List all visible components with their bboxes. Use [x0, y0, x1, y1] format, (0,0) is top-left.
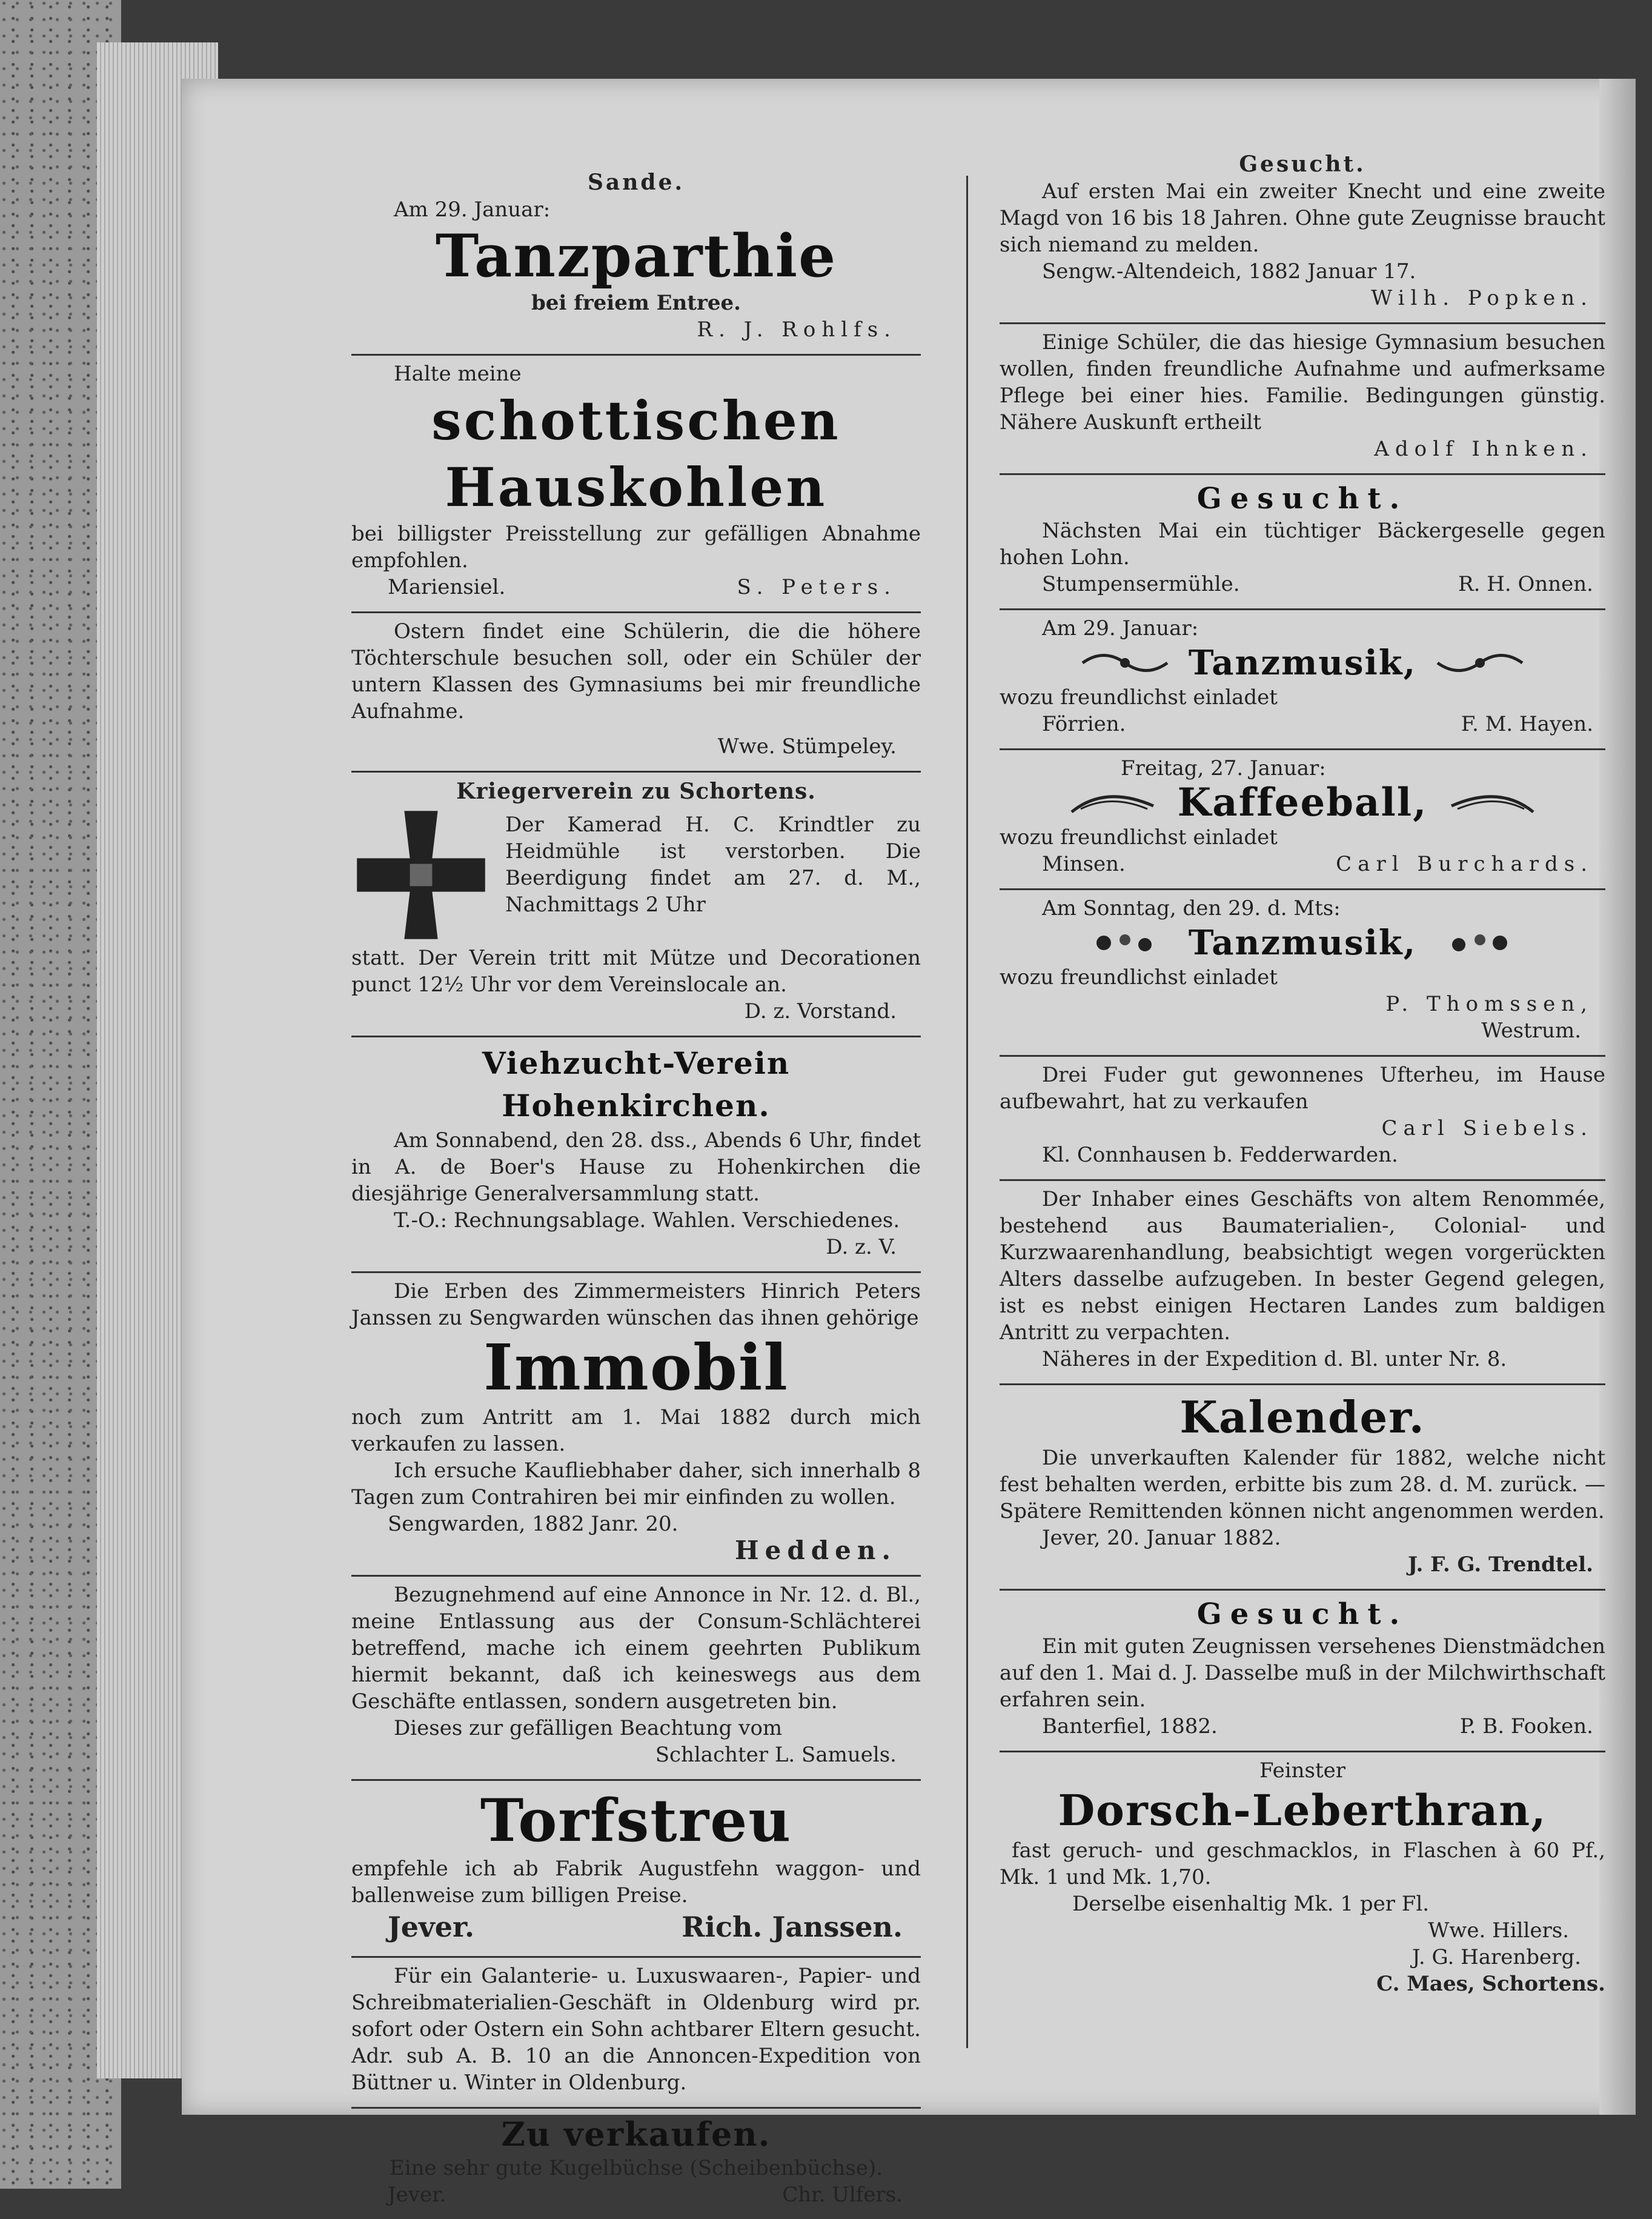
ad-note: Näheres in der Expedition d. Bl. unter Nr. 8. — [1042, 1347, 1507, 1371]
intro: Halte meine — [394, 362, 522, 386]
ad-title: Dorsch-Leberthran, — [1058, 1785, 1547, 1835]
signer: Hedden. — [734, 1535, 897, 1565]
ad-schuelerin — [351, 613, 921, 773]
ad-title: Tanzmusik, — [1188, 923, 1417, 963]
ad-samuels — [351, 1577, 921, 1781]
ad-title: Viehzucht-Verein Hohenkirchen. — [482, 1045, 791, 1123]
flower-ornament-icon — [1435, 928, 1525, 958]
seller-2: J. G. Harenberg. — [1411, 1945, 1581, 1969]
ad-text: Eine sehr gute Kugelbüchse (Scheibenbüchse). — [389, 2156, 883, 2180]
date: Am 29. Januar: — [394, 198, 551, 222]
ad-text-2: statt. Der Verein tritt mit Mütze und Decorationen punct 12½ Uhr vor dem Vereinslocale an. — [351, 946, 921, 997]
ad-zu-verkaufen — [351, 2109, 921, 2219]
ad-title: Gesucht. — [1196, 1597, 1408, 1631]
ad-kalender — [1000, 1385, 1605, 1591]
ad-title: schottischen Hauskohlen — [431, 389, 841, 519]
ad-text: empfehle ich ab Fabrik Augustfehn waggon- und ballenweise zum billigen Preise. — [351, 1857, 921, 1908]
ad-text: Nächsten Mai ein tüchtiger Bäckergeselle gegen hohen Lohn. — [1000, 519, 1605, 570]
ad-text: fast geruch- und geschmacklos, in Flaschen à 60 Pf., Mk. 1 und Mk. 1,70. — [1000, 1838, 1605, 1889]
ad-kaffeeball — [1000, 750, 1605, 890]
agenda: T.-O.: Rechnungsablage. Wahlen. Verschiedenes. — [394, 1208, 900, 1233]
ad-gesucht-baecker — [1000, 475, 1605, 610]
ad-title: Tanzmusik, — [1188, 643, 1417, 683]
subtitle: bei freiem Entree. — [531, 291, 741, 315]
date: Freitag, 27. Januar: — [1121, 756, 1326, 780]
ad-gesucht-dienstmaedchen — [1000, 1591, 1605, 1752]
ad-text: Die unverkauften Kalender für 1882, welche nicht fest behalten werden, erbitte bis zum 28. d. M. zurück. — Spätere Remittenden können nicht angenommen werden. — [1000, 1446, 1605, 1523]
ad-title: Gesucht. — [1196, 482, 1408, 516]
ad-text: Drei Fuder gut gewonnenes Ufterheu, im Hause aufbewahrt, hat zu verkaufen — [1000, 1063, 1605, 1114]
place: Jever. — [388, 1911, 475, 1943]
ad-text-3: Ich ersuche Kaufliebhaber daher, sich innerhalb 8 Tagen zum Contrahiren bei mir einfinden zu wollen. — [351, 1459, 921, 1509]
signer: D. z. Vorstand. — [744, 999, 897, 1023]
ad-text-1: Bezugnehmend auf eine Annonce in Nr. 12. d. Bl., meine Entlassung aus der Consum-Schlächterei betreffend, mache ich einem geehrten Publikum hiermit bekannt, daß ich keineswegs aus dem Geschäfte entlassen, sondern ausgetreten bin. — [351, 1583, 921, 1714]
signer: R. J. Rohlfs. — [697, 318, 897, 342]
signer: Rich. Janssen. — [682, 1911, 903, 1943]
signer: Wilh. Popken. — [1371, 286, 1593, 310]
signer: R. H. Onnen. — [1458, 572, 1593, 596]
column-divider — [966, 176, 968, 2048]
ad-text: Einige Schüler, die das hiesige Gymnasium besuchen wollen, finden freundliche Aufnahme und aufmerksame Pflege bei einer hies. Familie. Bedingungen günstig. Nähere Auskunft ertheilt — [1000, 330, 1605, 434]
ad-title: Immobil — [483, 1330, 789, 1405]
iron-cross-icon — [351, 805, 491, 945]
ad-tanzmusik-westrum — [1000, 890, 1605, 1057]
ad-text: Ein mit guten Zeugnissen versehenes Dienstmädchen auf den 1. Mai d. J. Dasselbe muß in der Milchwirthschaft erfahren sein. — [1000, 1634, 1605, 1712]
signer: F. M. Hayen. — [1461, 712, 1593, 736]
ad-title: Kaffeeball, — [1177, 780, 1428, 825]
signer: Carl Burchards. — [1336, 852, 1593, 876]
ad-text: Auf ersten Mai ein zweiter Knecht und eine zweite Magd von 16 bis 18 Jahren. Ohne gute Zeugnisse braucht sich niemand zu melden. — [1000, 179, 1605, 257]
ad-galanterie — [351, 1958, 921, 2109]
ad-text: Der Inhaber eines Geschäfts von altem Renommée, bestehend aus Baumaterialien-, Colonial- und Kurzwaarenhandlung, beabsichtigt wegen vorgerückten Alters dasselbe aufzugeben. In bester Gegend gelegen, ist es nebst einigen Hectaren Landes zum baldigen Antritt zu verpachten. — [1000, 1187, 1605, 1345]
ad-text-1: Die Erben des Zimmermeisters Hinrich Peters Janssen zu Sengwarden wünschen das ihnen gehörige — [351, 1279, 921, 1330]
ad-text: Für ein Galanterie- u. Luxuswaaren-, Papier- und Schreibmaterialien-Geschäft in Oldenburg wird pr. sofort oder Ostern ein Sohn achtbarer Eltern gesucht. Adr. sub A. B. 10 an die Annoncen-Expedition von Büttner u. Winter in Oldenburg. — [351, 1964, 921, 2095]
place: Jever. — [388, 2183, 446, 2207]
ornament-right-icon — [1445, 788, 1536, 818]
signer: Adolf Ihnken. — [1374, 437, 1593, 461]
ad-text-2: Derselbe eisenhaltig Mk. 1 per Fl. — [1072, 1892, 1430, 1916]
ad-title: Torfstreu — [480, 1786, 792, 1855]
ad-title: Tanzparthie — [435, 222, 837, 290]
ad-viehzucht — [351, 1037, 921, 1273]
right-column — [1000, 145, 1605, 2008]
ad-kriegerverein — [351, 773, 921, 1037]
place: Förrien. — [1042, 712, 1126, 736]
place: Banterfiel, 1882. — [1042, 1714, 1218, 1738]
signer: J. F. G. Trendtel. — [1408, 1552, 1593, 1577]
place: Westrum. — [1481, 1019, 1581, 1043]
left-column — [351, 164, 921, 2219]
date: Sengwarden, 1882 Janr. 20. — [388, 1512, 678, 1536]
ad-tanzmusik-foerrien — [1000, 610, 1605, 750]
ad-text: wozu freundlichst einladet — [1000, 965, 1278, 990]
seller-3: C. Maes, Schortens. — [1376, 1972, 1605, 1996]
ad-title: Kalender. — [1179, 1391, 1425, 1443]
ad-title: Gesucht. — [1239, 151, 1366, 177]
ad-title: Kriegerverein zu Schortens. — [456, 779, 816, 804]
ad-text-2: Dieses zur gefälligen Beachtung vom — [394, 1716, 783, 1740]
date: Sengw.-Altendeich, 1882 Januar 17. — [1042, 259, 1416, 284]
ornament-left-icon — [1069, 788, 1159, 818]
ad-sande-tanzparthie — [351, 164, 921, 356]
ornament-left-icon — [1080, 648, 1170, 678]
signer: S. Peters. — [737, 575, 897, 599]
ad-schueler-gymnasium — [1000, 324, 1605, 475]
ad-text: wozu freundlichst einladet — [1000, 685, 1278, 710]
ad-text: Am Sonnabend, den 28. dss., Abends 6 Uhr, findet in A. de Boer's Hause zu Hohenkirchen die diesjährige Generalversammlung statt. — [351, 1128, 921, 1206]
ad-title: Zu verkaufen. — [501, 2115, 771, 2154]
ad-text: bei billigster Preisstellung zur gefälligen Abnahme empfohlen. — [351, 522, 921, 573]
intro: Feinster — [1259, 1758, 1346, 1783]
ad-gesucht-knecht — [1000, 145, 1605, 324]
place: Minsen. — [1042, 852, 1126, 876]
ad-ufterheu — [1000, 1057, 1605, 1181]
signer: P. B. Fooken. — [1459, 1714, 1593, 1738]
place: Stumpensermühle. — [1042, 572, 1240, 596]
ad-text-2: noch zum Antritt am 1. Mai 1882 durch mich verkaufen zu lassen. — [351, 1405, 921, 1456]
flower-ornament-icon — [1080, 928, 1170, 958]
ad-text: Ostern findet eine Schülerin, die die höhere Töchterschule besuchen soll, oder ein Schüler der untern Klassen des Gymnasiums bei mir freundliche Aufnahme. — [351, 619, 921, 724]
ad-geschaeft-verpachten — [1000, 1181, 1605, 1385]
signer: Chr. Ulfers. — [782, 2183, 903, 2207]
seller-1: Wwe. Hillers. — [1428, 1918, 1569, 1943]
ad-text: wozu freundlichst einladet — [1000, 825, 1278, 850]
signer: Wwe. Stümpeley. — [717, 734, 897, 759]
ad-torfstreu — [351, 1781, 921, 1958]
ad-dorsch-leberthran — [1000, 1752, 1605, 2008]
signer: P. Thomssen, — [1385, 992, 1593, 1016]
signer: Schlachter L. Samuels. — [655, 1743, 897, 1767]
date: Jever, 20. Januar 1882. — [1042, 1526, 1281, 1550]
ad-hauskohlen — [351, 356, 921, 613]
place-heading: Sande. — [587, 170, 685, 195]
signer: Carl Siebels. — [1381, 1116, 1593, 1140]
signer: D. z. V. — [826, 1235, 897, 1259]
place: Kl. Connhausen b. Fedderwarden. — [1042, 1143, 1398, 1167]
place: Mariensiel. — [388, 575, 506, 599]
ornament-right-icon — [1435, 648, 1525, 678]
date: Am 29. Januar: — [1042, 616, 1199, 640]
ad-immobil — [351, 1273, 921, 1577]
date: Am Sonntag, den 29. d. Mts: — [1042, 896, 1341, 920]
ad-text-1: Der Kamerad H. C. Krindtler zu Heidmühle ist verstorben. Die Beerdigung findet am 27. d. M., Nachmittags 2 Uhr — [505, 813, 921, 917]
